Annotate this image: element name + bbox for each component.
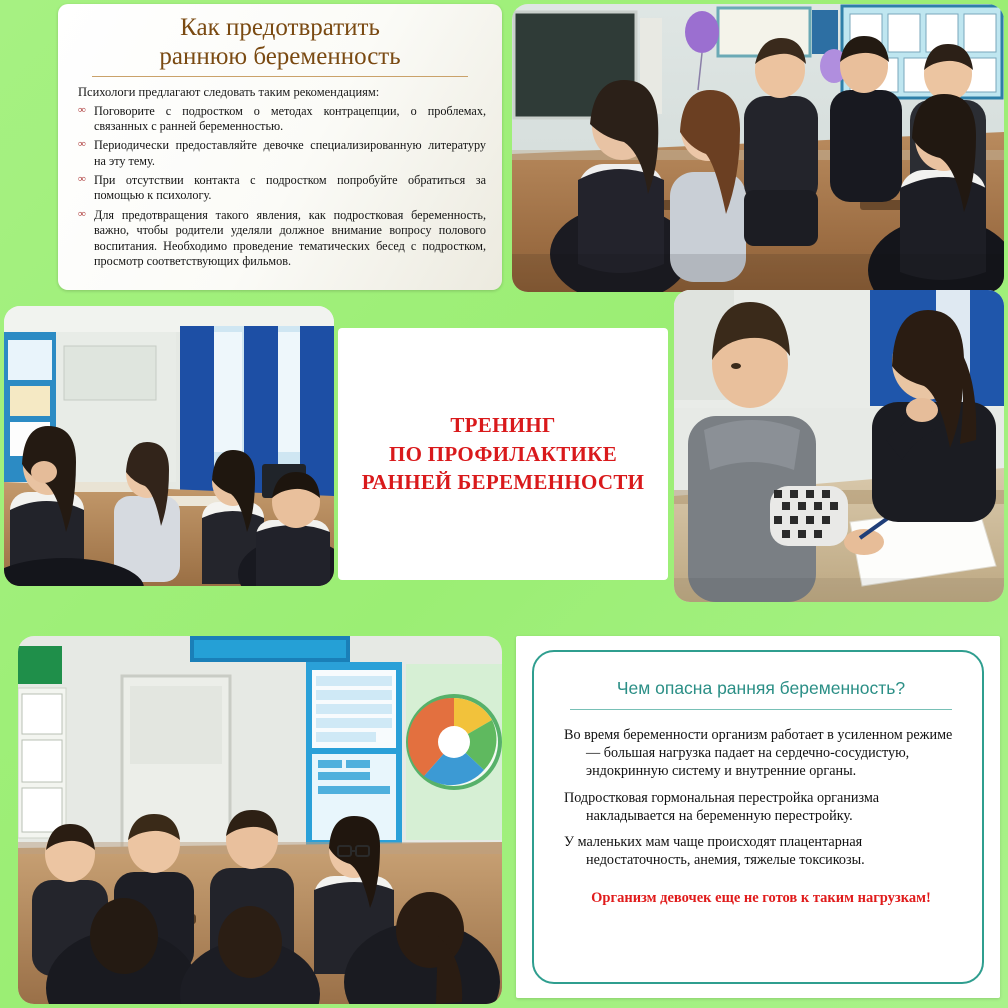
title-card-text xyxy=(362,411,645,496)
list-item: ∞ При отсутствии контакта с подростком попробуйте обратиться за помощью к психологу. xyxy=(78,173,486,203)
photo-students-writing xyxy=(674,290,1004,602)
danger-warning: Организм девочек еще не готов к таким нагрузкам! xyxy=(591,890,931,907)
list-item: ∞ Для предотвращения такого явления, как подростковая беременность, важно, чтобы родители уделяли должное внимание вопросу полового воспитания. Необходимо проведение тематических бесед с подростком, просмотр соответствующих фильмов. xyxy=(78,207,486,268)
photo-classroom-circle xyxy=(512,4,1004,292)
photo-classroom-left-image xyxy=(4,306,334,586)
list-item: ∞ Поговорите с подростком о методах контрацепции, о проблемах, связанных с ранней беременностью. xyxy=(78,103,486,133)
danger-title: Чем опасна ранняя беременность? xyxy=(616,678,906,698)
photo-classroom-circle-image xyxy=(512,4,1004,292)
slide-recommendations xyxy=(58,4,502,290)
list-item: ∞ Периодически предоставляйте девочке специализированную литературу на эту тему. xyxy=(78,138,486,168)
danger-paragraph: У маленьких мам чаще происходят плацентарная недостаточность, анемия, тяжелые токсикозы. xyxy=(564,833,865,869)
danger-divider xyxy=(570,709,952,710)
title-line-2: ПО ПРОФИЛАКТИКЕ xyxy=(388,441,618,466)
bullet-icon: ∞ xyxy=(78,138,86,151)
recommendations-lead: Психологи предлагают следовать таким рекомендациям: xyxy=(78,84,380,99)
photo-group-bottom xyxy=(18,636,502,1004)
title-line-1: ТРЕНИНГ xyxy=(450,413,556,438)
recommendations-divider xyxy=(92,76,468,77)
recommendations-title xyxy=(58,4,502,72)
photo-group-bottom-image xyxy=(18,636,502,1004)
recommendations-title-line1: Как предотвратить xyxy=(180,14,380,41)
danger-paragraph: Во время беременности организм работает в усиленном режиме — большая нагрузка падает на сердечно-сосудистую, эндокринную систему и внутренние органы. xyxy=(564,727,953,780)
photo-students-writing-image xyxy=(674,290,1004,602)
bullet-icon: ∞ xyxy=(78,173,86,185)
title-card xyxy=(338,328,668,580)
recommendations-title-line2: раннюю беременность xyxy=(159,42,401,70)
photo-classroom-left xyxy=(4,306,334,586)
title-line-3: РАННЕЙ БЕРЕМЕННОСТИ xyxy=(361,470,645,495)
bullet-icon: ∞ xyxy=(78,103,86,116)
slide-danger xyxy=(516,636,1000,998)
recommendations-list xyxy=(58,104,502,270)
danger-paragraph: Подростковая гормональная перестройка организма накладывается на беременную перестройку. xyxy=(564,789,880,824)
slide-danger-frame xyxy=(532,650,984,984)
bullet-icon: ∞ xyxy=(78,207,86,220)
